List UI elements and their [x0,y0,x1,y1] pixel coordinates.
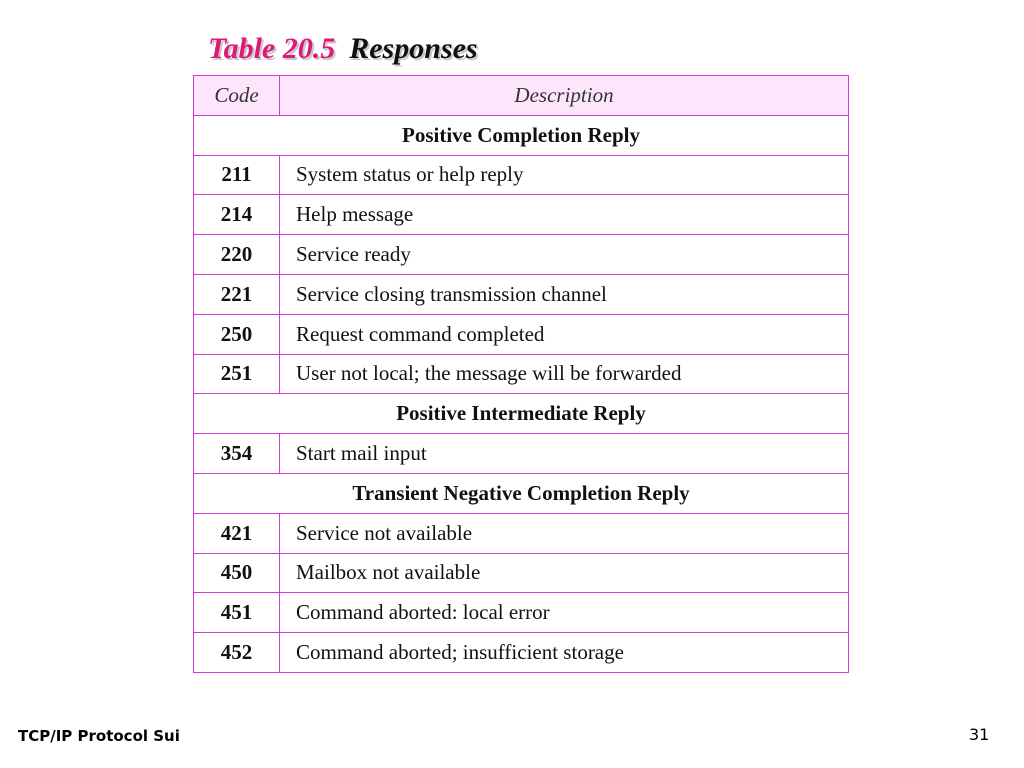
table-row [194,195,849,235]
table-row [194,513,849,553]
response-description: Command aborted: local error [280,593,849,633]
table-row [194,274,849,314]
section-row [194,473,849,513]
response-code: 220 [194,235,280,275]
description-column-header: Description [280,76,849,116]
table-row [194,235,849,275]
response-description: Help message [280,195,849,235]
response-code: 221 [194,274,280,314]
response-code: 354 [194,434,280,474]
table-row [194,553,849,593]
section-label: Transient Negative Completion Reply [194,473,849,513]
table-row [194,155,849,195]
response-description: System status or help reply [280,155,849,195]
response-code: 250 [194,314,280,354]
responses-table [193,75,849,673]
section-row [194,115,849,155]
table-row [194,434,849,474]
response-code: 421 [194,513,280,553]
table-row [194,593,849,633]
table-row [194,314,849,354]
response-description: Command aborted; insufficient storage [280,633,849,673]
response-description: Service closing transmission channel [280,274,849,314]
section-row [194,394,849,434]
table-number: Table 20.5 [208,32,336,65]
response-description: Service ready [280,235,849,275]
response-description: Start mail input [280,434,849,474]
table-title: Responses [349,32,478,65]
response-code: 450 [194,553,280,593]
response-description: User not local; the message will be forwarded [280,354,849,394]
table-row [194,633,849,673]
code-column-header: Code [194,76,280,116]
response-code: 211 [194,155,280,195]
page-number: 31 [969,725,990,744]
table-row [194,354,849,394]
table-header-row [194,76,849,116]
response-code: 452 [194,633,280,673]
response-code: 214 [194,195,280,235]
response-description: Request command completed [280,314,849,354]
section-label: Positive Intermediate Reply [194,394,849,434]
response-description: Service not available [280,513,849,553]
response-code: 451 [194,593,280,633]
footer-course-title: TCP/IP Protocol Sui [18,727,180,745]
response-description: Mailbox not available [280,553,849,593]
section-label: Positive Completion Reply [194,115,849,155]
slide-title [208,32,478,66]
response-code: 251 [194,354,280,394]
